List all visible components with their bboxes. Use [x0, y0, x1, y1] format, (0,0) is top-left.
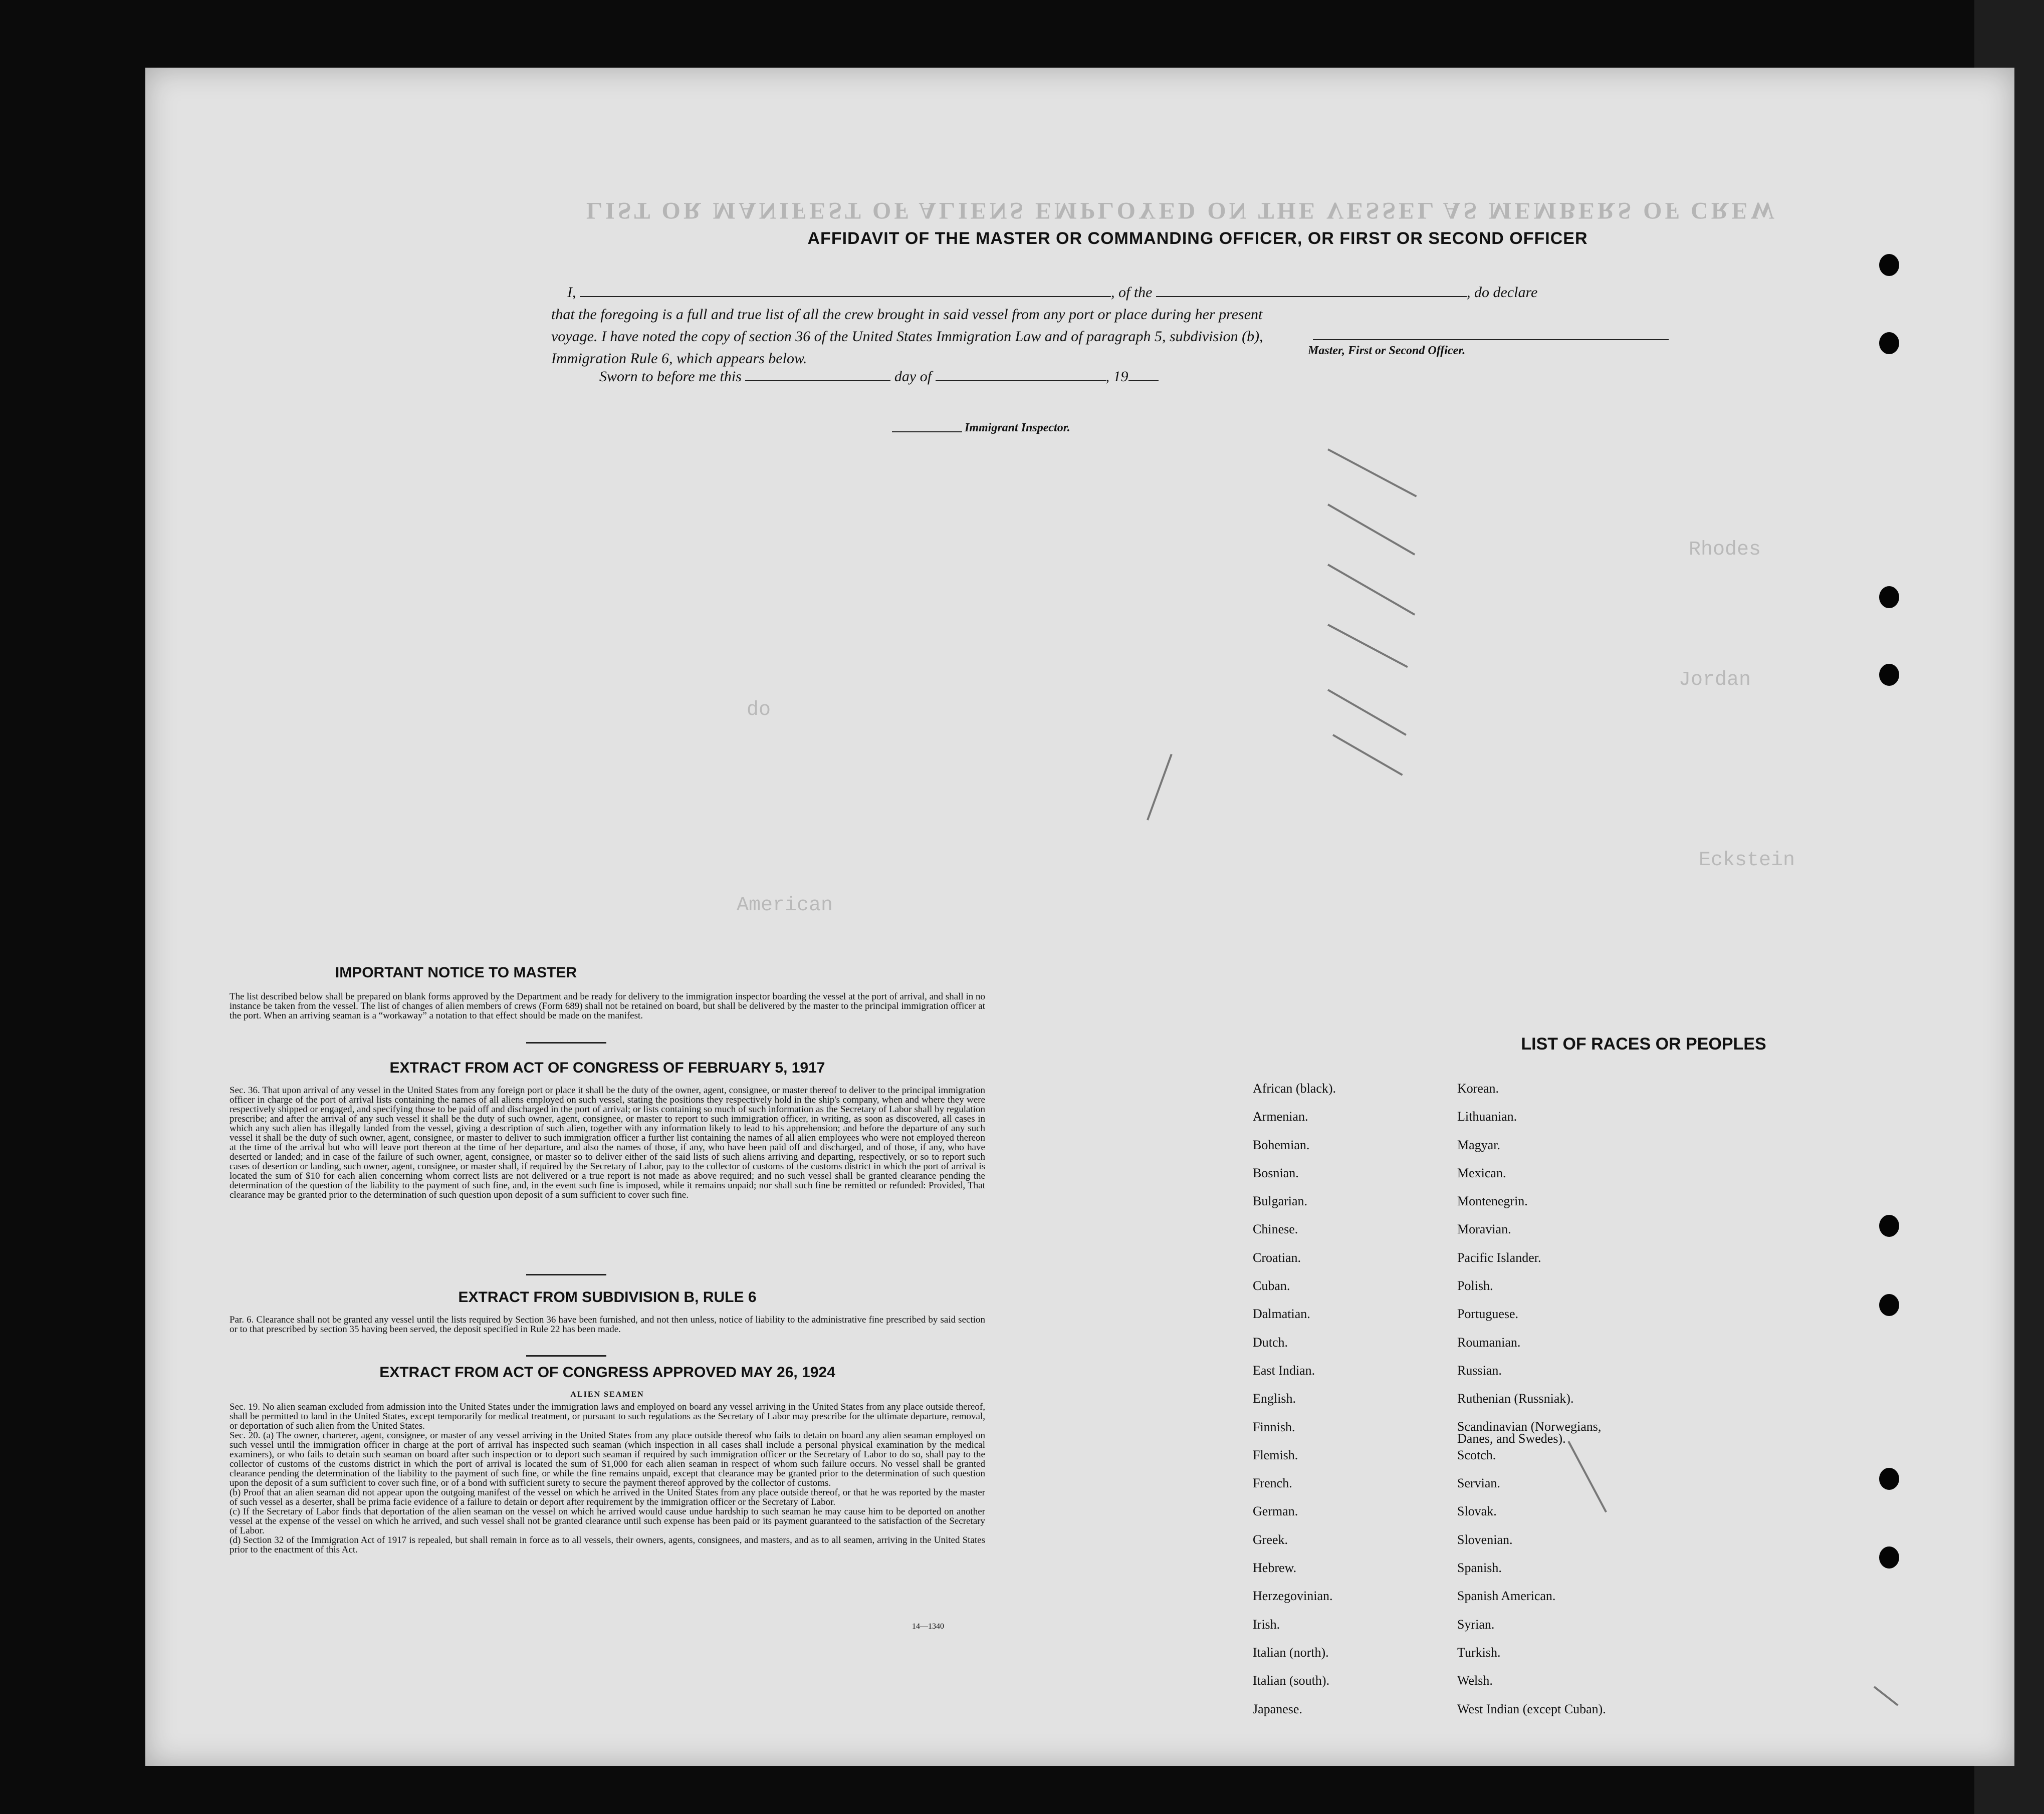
- ink-mark: [1874, 1686, 1899, 1706]
- section-divider: [526, 1355, 606, 1357]
- race-item: Russian.: [1457, 1363, 1502, 1378]
- affidavit-line-4: Immigration Rule 6, which appears below.: [551, 350, 807, 367]
- race-item: Italian (south).: [1253, 1673, 1330, 1688]
- day-of-label: day of: [894, 368, 932, 385]
- affidavit-i-label: I,: [567, 284, 576, 301]
- extract-rule6-body: Par. 6. Clearance shall not be granted any vessel until the lists required by Section 36 have been furnished, and not then unless, notice of liability to the administrative fine prescribed by said section or to that prescribed by section 35 having been served, the deposit specified in Rule 22 has been made.: [230, 1315, 985, 1335]
- race-item: Bohemian.: [1253, 1137, 1310, 1152]
- bleed-through-text: Rhodes: [1689, 539, 1761, 561]
- race-item: Croatian.: [1253, 1250, 1301, 1265]
- manifest-page: [145, 68, 2014, 1766]
- race-item: Hebrew.: [1253, 1561, 1297, 1576]
- ink-mark: [1327, 503, 1415, 555]
- race-item: Japanese.: [1253, 1701, 1302, 1716]
- affidavit-title: AFFIDAVIT OF THE MASTER OR COMMANDING OFFICER, OR FIRST OR SECOND OFFICER: [807, 229, 1588, 248]
- race-item: Slovenian.: [1457, 1532, 1513, 1547]
- race-item: West Indian (except Cuban).: [1457, 1701, 1606, 1716]
- bleed-through-text: Eckstein: [1699, 849, 1795, 872]
- master-signature-label: Master, First or Second Officer.: [1308, 344, 1466, 357]
- affidavit-line-2: that the foregoing is a full and true list of all the crew brought in said vessel from any port or place during her present: [551, 306, 1263, 323]
- form-number: 14—1340: [912, 1622, 944, 1631]
- race-item: Italian (north).: [1253, 1645, 1329, 1660]
- vessel-name-blank: [1156, 285, 1467, 297]
- races-title: LIST OF RACES OR PEOPLES: [1521, 1034, 1766, 1054]
- punch-hole: [1879, 1468, 1899, 1490]
- master-signature-line: [1313, 339, 1669, 340]
- race-item: Welsh.: [1457, 1673, 1493, 1688]
- affidavit-of-the-label: , of the: [1111, 284, 1153, 301]
- race-item: Spanish.: [1457, 1561, 1502, 1576]
- race-item: Portuguese.: [1457, 1307, 1519, 1322]
- ink-mark: [1327, 564, 1415, 615]
- extract-1924-paragraph: (b) Proof that an alien seaman did not appear upon the outgoing manifest of the vessel on which he arrived in the United States from any place outside thereof, or that he was reported by the master of such vessel as a deserter, shall be prima facie evidence of a failure to detain or deport after requirement by the immigration officer or the Secretary of Labor.: [230, 1487, 985, 1507]
- race-item: Korean.: [1457, 1081, 1499, 1096]
- extract-1924-paragraph: Sec. 19. No alien seaman excluded from admission into the United States under the immigration laws and employed on board any vessel arriving in the United States from any place outside thereof, shall be permitted to land in the United States, except temporarily for medical treatment, or pursuant to such regulations as the Secretary of Labor may prescribe for the ultimate departure, removal, or deportation of such alien from the United States.: [230, 1402, 985, 1431]
- sworn-month-blank: [936, 369, 1106, 381]
- ink-mark: [1327, 624, 1408, 668]
- race-item: Greek.: [1253, 1532, 1288, 1547]
- race-item: Turkish.: [1457, 1645, 1501, 1660]
- extract-1924-paragraph: (c) If the Secretary of Labor finds that deportation of the alien seaman on the vessel on which he arrived would cause undue hardship to such seaman he may cause him to be deported on another vessel at the expense of the vessel on which he arrived, and such vessel shall not be granted clearance until such expense has been paid or its payment guaranteed to the satisfaction of the Secretary of Labor.: [230, 1506, 985, 1536]
- race-item: Ruthenian (Russniak).: [1457, 1391, 1574, 1406]
- punch-hole: [1879, 664, 1899, 686]
- race-item: French.: [1253, 1476, 1292, 1491]
- race-item: Slovak.: [1457, 1504, 1497, 1519]
- bleed-through-text: American: [737, 894, 833, 917]
- ink-mark: [1327, 689, 1407, 735]
- sworn-line: [599, 368, 1159, 385]
- race-item: Dalmatian.: [1253, 1307, 1310, 1322]
- bleed-through-heading: LIST OR MANIFEST OF ALIENS EMPLOYED ON THE VESSEL AS MEMBERS OF CREW: [586, 197, 1778, 224]
- race-item: Spanish American.: [1457, 1589, 1556, 1604]
- extract-1917-body: Sec. 36. That upon arrival of any vessel in the United States from any foreign port or place it shall be the duty of the owner, agent, consignee, or master thereof to deliver to the principal immigration officer in charge of the port of arrival lists containing the names of all aliens employed on such vessel, stating the positions they respectively hold in the ship's company, when and where they were respectively shipped or engaged, and specifying those to be paid off and discharged in the port of arrival; or lists containing so much of such information as the Secretary of Labor shall by regulation prescribe; and after the arrival of any such vessel it shall be the duty of such owner, agent, consignee, or master to report to such immigration officer, in writing, as soon as discovered, all cases in which any such alien has illegally landed from the vessel, giving a description of such alien, together with any information likely to lead to his apprehension; and before the departure of any such vessel it shall be the duty of such owner, agent, consignee, or master to deliver to such immigration officer a further list containing the names of all alien employees who were not employed thereon at the time of the arrival but who will leave port thereon at the time of her departure, and also the names of those, if any, who have been paid off and discharged, and of those, if any, who have deserted or landed; and in case of the failure of such owner, agent, consignee, or master so to deliver either of the said lists of such aliens arriving and departing, respectively, or so to report such cases of desertion or landing, such owner, agent, consignee, or master shall, if required by the Secretary of Labor, pay to the collector of customs of the customs district in which the port of arrival is located the sum of $10 for each alien concerning whom correct lists are not delivered or a true report is not made as above required; and no such vessel shall be granted clearance pending the determination of the question of the liability to the payment of such fine, and, in the event such fine is imposed, while it remains unpaid; nor shall such fine be remitted or refunded: Provided, That clearance may be granted prior to the determination of such question upon deposit of a sum sufficient to cover such fine.: [230, 1085, 985, 1200]
- punch-hole: [1879, 1546, 1899, 1569]
- race-item: Bosnian.: [1253, 1165, 1299, 1180]
- inspector-signature-line: [892, 431, 962, 432]
- ink-mark: [1147, 754, 1173, 821]
- important-notice-body: The list described below shall be prepared on blank forms approved by the Department and be ready for delivery to the immigration inspector boarding the vessel at the port of arrival, and shall in no instance be taken from the vessel. The list of changes of alien members of crews (Form 689) shall not be retained on board, but shall be delivered by the master to the principal immigration officer at the port. When an arriving seaman is a “workaway” a notation to that effect should be made on the manifest.: [230, 991, 985, 1021]
- extract-1924-body: [230, 1402, 985, 1554]
- race-item: Pacific Islander.: [1457, 1250, 1541, 1265]
- ink-mark: [1327, 448, 1417, 497]
- races-right-column: [1457, 1082, 1628, 1731]
- ink-mark: [1332, 734, 1403, 775]
- race-item: Herzegovinian.: [1253, 1589, 1333, 1604]
- race-item: English.: [1253, 1391, 1296, 1406]
- race-item: Dutch.: [1253, 1335, 1288, 1350]
- sworn-year-blank: [1128, 369, 1159, 381]
- extract-rule6-title: EXTRACT FROM SUBDIVISION B, RULE 6: [458, 1289, 757, 1306]
- race-item: Roumanian.: [1457, 1335, 1521, 1350]
- race-item: Cuban.: [1253, 1278, 1290, 1293]
- race-item: Moravian.: [1457, 1222, 1511, 1237]
- year-prefix-label: , 19: [1105, 368, 1128, 385]
- extract-1924-title: EXTRACT FROM ACT OF CONGRESS APPROVED MAY 26, 1924: [379, 1364, 835, 1381]
- race-item: Bulgarian.: [1253, 1194, 1308, 1209]
- race-item: Finnish.: [1253, 1419, 1295, 1434]
- extract-1924-paragraph: Sec. 20. (a) The owner, charterer, agent, consignee, or master of any vessel arriving in the United States from any place outside thereof who fails to detain on board any alien seaman employed on such vessel until the immigration officer in charge at the port of arrival has inspected such seaman (which inspection in all cases shall include a personal physical examination by the medical examiners), or who fails to detain such seaman on board after such inspection or to deport such seaman if required by such immigration officer or the Secretary of Labor to do so, shall pay to the collector of customs of the customs district in which the port of arrival is located the sum of $1,000 for each alien seaman in respect of whom such failure occurs. No vessel shall be granted clearance pending the determination of the liability to the payment of such fine, or while the fine remains unpaid, except that clearance may be granted prior to the determination of such question upon the deposit of a sum sufficient to cover such fine, or of a bond with sufficient surety to secure the payment thereof approved by the collector of customs.: [230, 1430, 985, 1488]
- race-item: Polish.: [1457, 1278, 1493, 1293]
- race-item: German.: [1253, 1504, 1298, 1519]
- master-name-blank: [580, 285, 1111, 297]
- punch-hole: [1879, 1294, 1899, 1316]
- affidavit-declaration-line: [567, 284, 1537, 301]
- extract-1917-title: EXTRACT FROM ACT OF CONGRESS OF FEBRUARY 5, 1917: [389, 1060, 825, 1076]
- race-item: Scandinavian (Norwegians, Danes, and Swedes).: [1457, 1419, 1602, 1446]
- extract-1924-paragraph: (d) Section 32 of the Immigration Act of 1917 is repealed, but shall remain in force as to all vessels, their owners, agents, consignees, and masters, and as to all seamen, arriving in the United States prior to the enactment of this Act.: [230, 1535, 985, 1555]
- race-item: Armenian.: [1253, 1109, 1308, 1124]
- section-divider: [526, 1274, 606, 1275]
- sworn-day-blank: [745, 369, 890, 381]
- races-left-column: [1253, 1082, 1336, 1731]
- bleed-through-text: Jordan: [1679, 669, 1751, 691]
- race-item: African (black).: [1253, 1081, 1336, 1096]
- race-item: Montenegrin.: [1457, 1194, 1528, 1209]
- race-item: Servian.: [1457, 1476, 1500, 1491]
- race-item: Lithuanian.: [1457, 1109, 1517, 1124]
- race-item: East Indian.: [1253, 1363, 1315, 1378]
- race-item: Flemish.: [1253, 1447, 1298, 1462]
- important-notice-title: IMPORTANT NOTICE TO MASTER: [335, 964, 577, 981]
- bleed-through-text: do: [747, 699, 771, 721]
- race-item: Chinese.: [1253, 1222, 1298, 1237]
- race-item: Magyar.: [1457, 1137, 1500, 1152]
- inspector-signature-label: Immigrant Inspector.: [965, 421, 1070, 434]
- affidavit-declare-label: , do declare: [1467, 284, 1538, 301]
- race-item: Syrian.: [1457, 1617, 1495, 1632]
- sworn-before-label: Sworn to before me this: [599, 368, 742, 385]
- punch-hole: [1879, 254, 1899, 276]
- race-item: Mexican.: [1457, 1165, 1506, 1180]
- punch-hole: [1879, 332, 1899, 354]
- affidavit-line-3: voyage. I have noted the copy of section 36 of the United States Immigration Law and of paragraph 5, subdivision (b),: [551, 328, 1263, 345]
- race-item: Irish.: [1253, 1617, 1280, 1632]
- race-item: Scotch.: [1457, 1447, 1496, 1462]
- punch-hole: [1879, 586, 1899, 608]
- punch-hole: [1879, 1215, 1899, 1237]
- section-divider: [526, 1042, 606, 1044]
- extract-1924-subtitle: ALIEN SEAMEN: [570, 1390, 644, 1399]
